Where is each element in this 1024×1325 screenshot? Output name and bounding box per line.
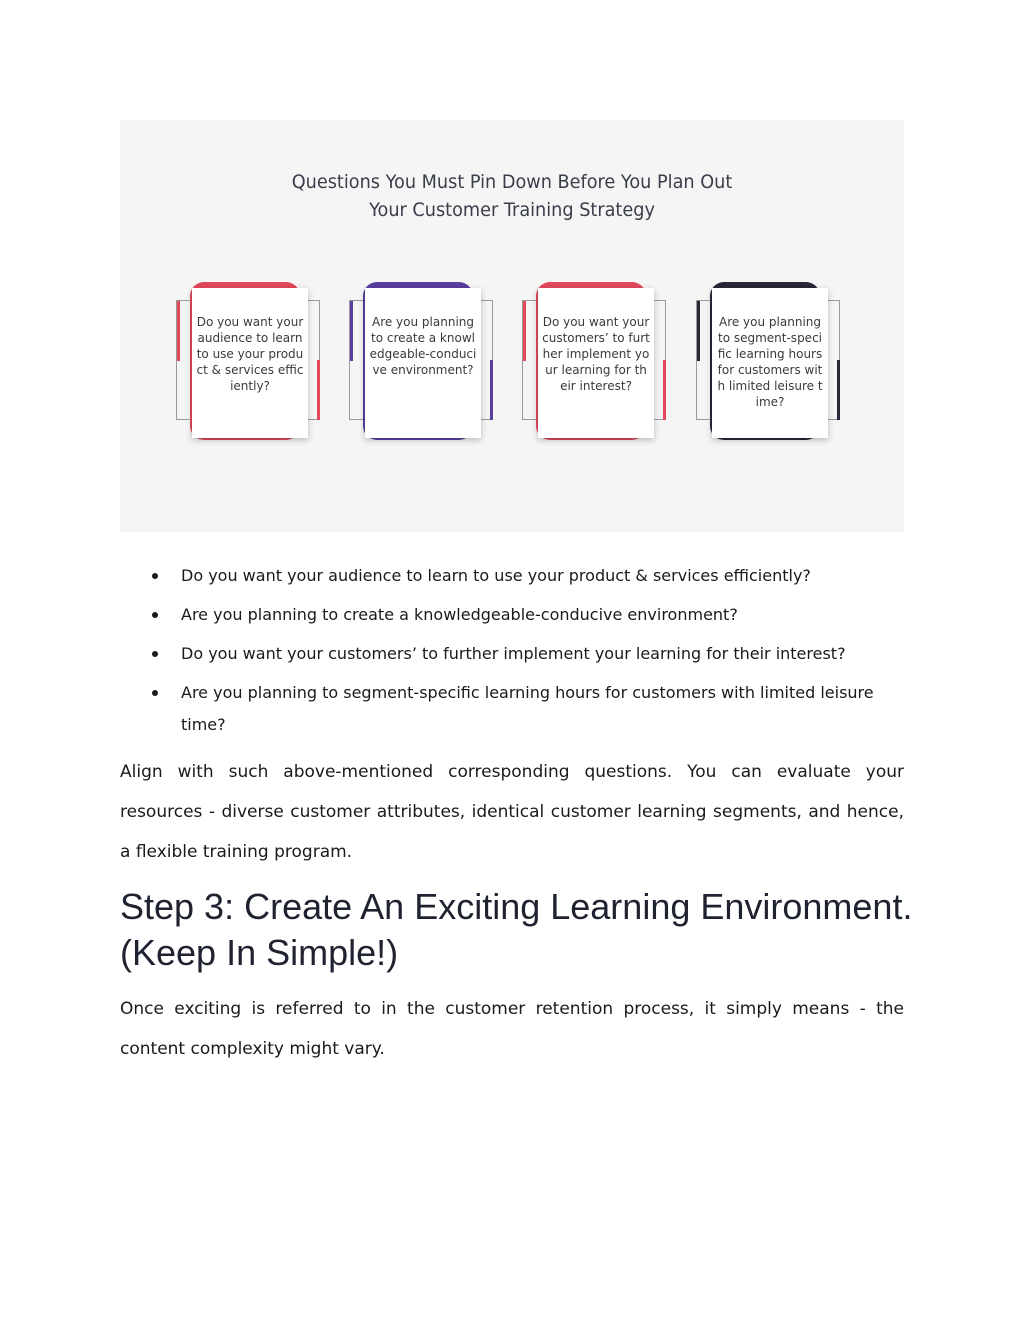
infographic-title-line-2: Your Customer Training Strategy	[369, 199, 655, 221]
question-card-4	[696, 282, 844, 444]
card-text: Do you want your customers’ to further implement your learning for their interest?	[542, 315, 650, 393]
infographic-title	[147, 168, 876, 224]
infographic-image	[120, 120, 904, 532]
bullet-dot-icon	[152, 573, 158, 579]
frame-accent-right	[663, 360, 666, 420]
list-item-text: Are you planning to create a knowledgeable-conducive environment?	[181, 605, 738, 624]
list-item	[120, 599, 904, 631]
section-heading: Step 3: Create An Exciting Learning Environment. (Keep In Simple!)	[120, 886, 913, 973]
bullet-dot-icon	[152, 651, 158, 657]
frame-accent-left	[350, 301, 353, 361]
list-item-text: Do you want your audience to learn to use your product & services efficiently?	[181, 566, 811, 585]
frame-accent-left	[177, 301, 180, 361]
question-card-1	[176, 282, 324, 444]
card-text: Are you planning to create a knowledgeable-conducive environment?	[369, 315, 477, 377]
question-list	[120, 560, 904, 748]
list-item-text: Are you planning to segment-specific learning hours for customers with limited leisure time?	[181, 683, 874, 734]
bullet-dot-icon	[152, 690, 158, 696]
card-text: Are you planning to segment-specific learning hours for customers with limited leisure time?	[717, 315, 823, 409]
frame-accent-left	[523, 301, 526, 361]
body-paragraph-1: Align with such above-mentioned corresponding questions. You can evaluate your resources - diverse customer attributes, identical customer learning segments, and hence, a flexible training program.	[120, 762, 904, 862]
bullet-dot-icon	[152, 612, 158, 618]
list-item	[120, 638, 904, 670]
infographic-title-line-1: Questions You Must Pin Down Before You Plan Out	[291, 171, 733, 193]
card-text: Do you want your audience to learn to use your product & services efficiently?	[196, 315, 304, 393]
list-item	[120, 677, 904, 741]
list-item	[120, 560, 904, 592]
frame-accent-right	[837, 360, 840, 420]
frame-accent-right	[490, 360, 493, 420]
question-card-2	[349, 282, 497, 444]
body-paragraph-2: Once exciting is referred to in the customer retention process, it simply means - the content complexity might vary.	[120, 999, 904, 1059]
card-paper	[192, 288, 308, 438]
question-card-3	[522, 282, 670, 444]
card-paper	[538, 288, 654, 438]
list-item-text: Do you want your customers’ to further implement your learning for their interest?	[181, 644, 846, 663]
frame-accent-right	[317, 360, 320, 420]
card-paper	[365, 288, 481, 438]
card-paper	[712, 288, 828, 438]
frame-accent-left	[697, 301, 700, 361]
